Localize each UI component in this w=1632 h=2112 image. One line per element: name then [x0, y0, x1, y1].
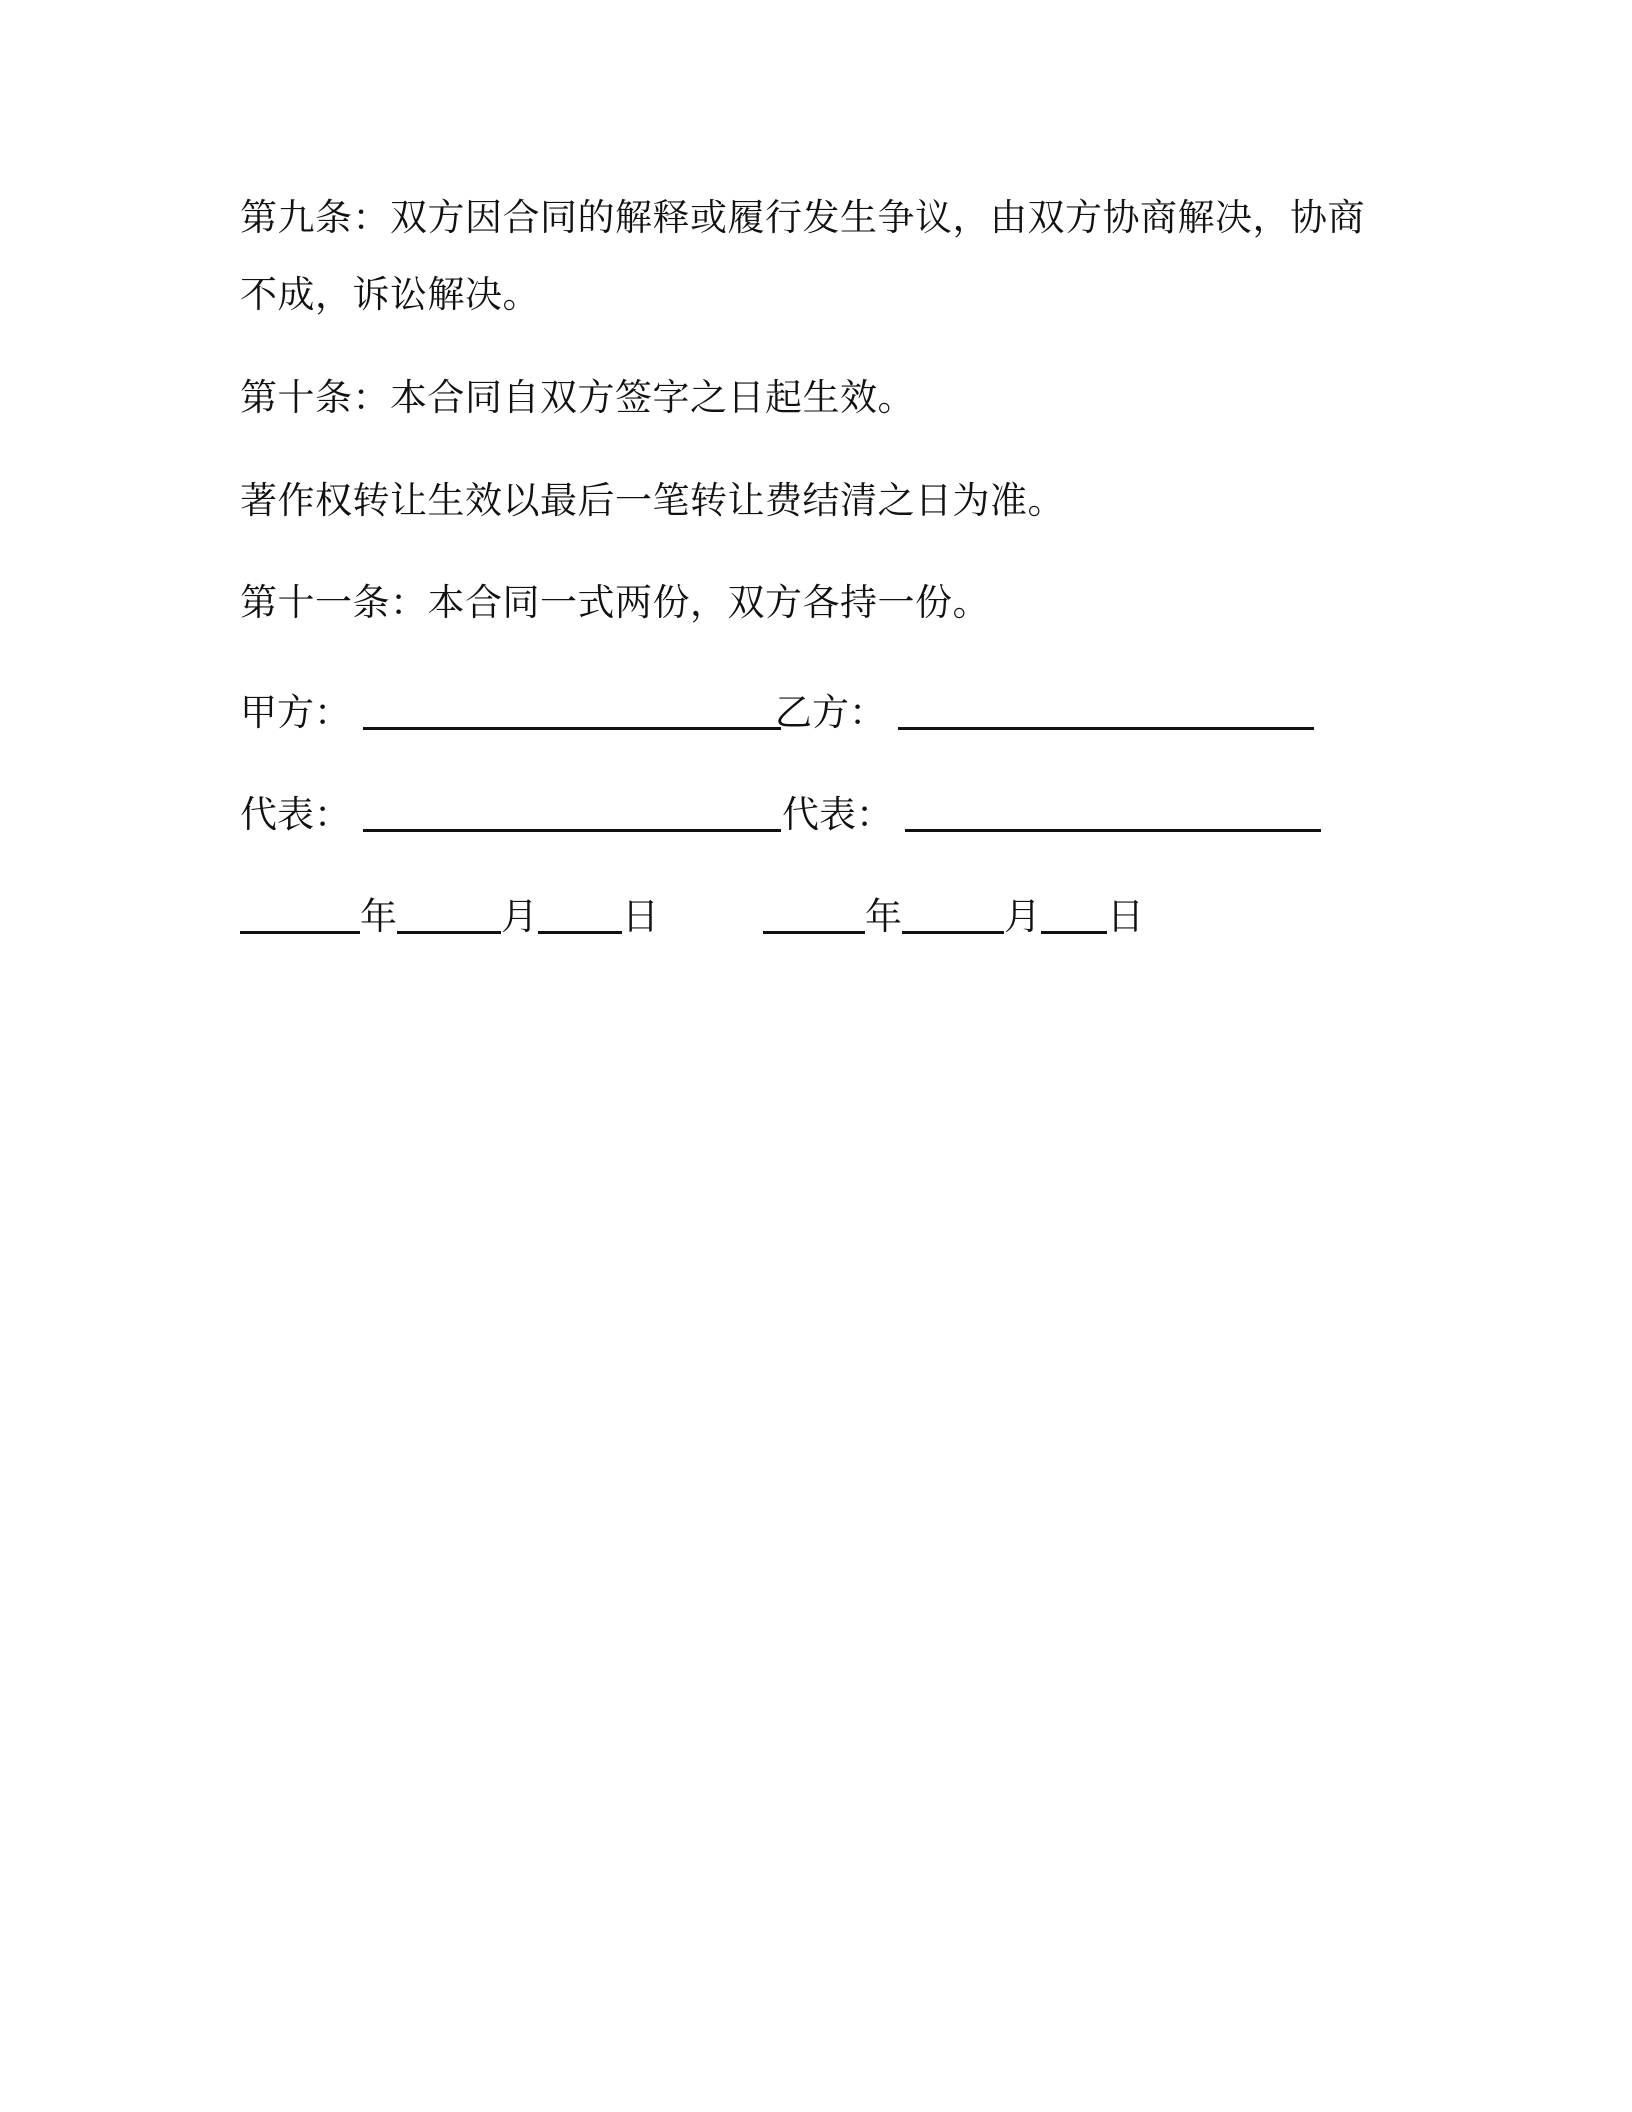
party-b-blank[interactable]: [898, 691, 1314, 730]
party-a-label: 甲方：: [240, 691, 351, 734]
rep-b-field: [782, 790, 1321, 840]
rep-b-blank[interactable]: [905, 793, 1321, 832]
date-b-day-blank[interactable]: [1041, 895, 1107, 934]
copyright-transfer-note: 著作权转让生效以最后一笔转让费结清之日为准。: [240, 479, 1065, 522]
date-a-month-blank[interactable]: [397, 895, 501, 934]
date-b-day-label: 日: [1107, 895, 1144, 938]
date-a-year-blank[interactable]: [240, 895, 360, 934]
article-10: 第十条：本合同自双方签字之日起生效。: [240, 376, 915, 419]
rep-a-field: [240, 790, 781, 840]
date-b-field: [763, 892, 1144, 942]
date-a-month-label: 月: [501, 895, 538, 938]
article-9-line-2: 不成，诉讼解决。: [240, 273, 540, 316]
party-b-label: 乙方：: [775, 691, 886, 734]
date-a-year-label: 年: [360, 895, 397, 938]
party-a-blank[interactable]: [363, 691, 781, 730]
party-b-field: [775, 688, 1314, 738]
article-9-line-1: 第九条：双方因合同的解释或履行发生争议，由双方协商解决，协商: [240, 196, 1365, 239]
date-b-year-blank[interactable]: [763, 895, 865, 934]
date-b-month-label: 月: [1004, 895, 1041, 938]
representative-signature-row: [240, 790, 1380, 840]
date-a-day-label: 日: [622, 895, 659, 938]
date-b-month-blank[interactable]: [902, 895, 1004, 934]
rep-b-label: 代表：: [782, 793, 893, 836]
rep-a-blank[interactable]: [363, 793, 781, 832]
party-signature-row: [240, 688, 1380, 738]
date-a-field: [240, 892, 659, 942]
date-b-year-label: 年: [865, 895, 902, 938]
party-a-field: [240, 688, 781, 738]
date-a-day-blank[interactable]: [538, 895, 622, 934]
date-row: [240, 892, 1380, 942]
article-11: 第十一条：本合同一式两份，双方各持一份。: [240, 581, 990, 624]
rep-a-label: 代表：: [240, 793, 351, 836]
